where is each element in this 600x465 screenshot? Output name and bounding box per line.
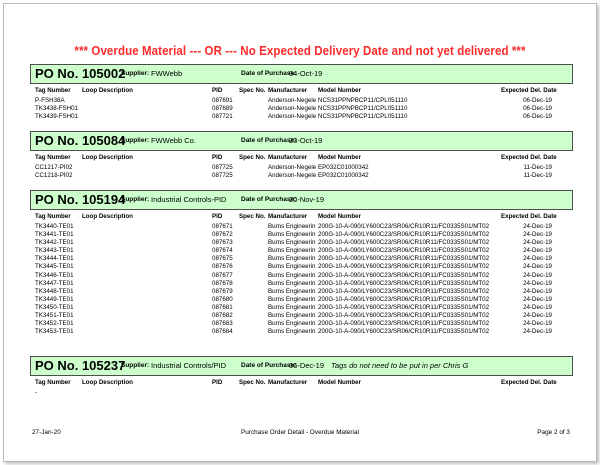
cell-model-number: 200G-10-A-090/LY600C23/SR06/CR10R11/FC0335S01/MT02	[318, 312, 490, 320]
table-row	[30, 239, 573, 247]
cell-expected-date: 24-Dec-19	[523, 247, 552, 255]
po-number: PO No. 105002	[35, 66, 126, 81]
cell-manufacturer: Burns Engineerin	[268, 328, 316, 336]
cell-tag-number: TK3453-TE01	[35, 328, 74, 336]
cell-manufacturer: Burns Engineerin	[268, 263, 316, 271]
table-row	[30, 320, 573, 328]
supplier-label: Supplier:	[121, 362, 150, 369]
cell-tag-number: TK3450-TE01	[35, 303, 74, 311]
cell-tag-number: TK3452-TE01	[35, 320, 74, 328]
col-loop-description: Loop Description	[82, 154, 133, 161]
cell-manufacturer: Burns Engineerin	[268, 279, 316, 287]
cell-model-number: 200G-10-A-090/LY600C23/SR06/CR10R11/FC0335S01/MT02	[318, 320, 490, 328]
po-header	[30, 131, 573, 151]
cell-expected-date: 24-Dec-19	[523, 231, 552, 239]
cell-model-number: EP032C01000342	[318, 172, 369, 180]
po-block	[30, 64, 573, 121]
po-rows	[30, 223, 573, 336]
table-row	[30, 296, 573, 304]
cell-manufacturer: Anderson-Negele	[268, 172, 317, 180]
cell-tag-number: TK3441-TE01	[35, 231, 74, 239]
cell-expected-date: 06-Dec-19	[523, 113, 552, 121]
cell-manufacturer: Burns Engineerin	[268, 312, 316, 320]
date-of-purchase-value: 06-Dec-19	[289, 361, 325, 370]
cell-model-number: 200G-10-A-090/LY600C23/SR06/CR10R11/FC0335S01/MT02	[318, 231, 490, 239]
col-spec-no: Spec No.	[239, 154, 266, 161]
po-rows	[30, 97, 573, 121]
cell-model-number: 200G-10-A-090/LY600C23/SR06/CR10R11/FC0335S01/MT02	[318, 263, 490, 271]
cell-expected-date: 24-Dec-19	[523, 279, 552, 287]
cell-expected-date: 24-Dec-19	[523, 255, 552, 263]
col-pid: PID	[212, 379, 223, 386]
col-spec-no: Spec No.	[239, 379, 266, 386]
col-model-number: Model Number	[318, 154, 361, 161]
col-expected-date: Expected Del. Date	[501, 213, 557, 220]
cell-expected-date: 24-Dec-19	[523, 239, 552, 247]
col-expected-date: Expected Del. Date	[501, 87, 557, 94]
cell-expected-date: 11-Dec-19	[523, 164, 552, 171]
cell-expected-date: 24-Dec-19	[523, 287, 552, 295]
cell-pid: 087677	[212, 271, 233, 279]
col-expected-date: Expected Del. Date	[501, 154, 557, 161]
column-headers	[30, 213, 573, 223]
col-model-number: Model Number	[318, 87, 361, 94]
report-page	[3, 3, 597, 462]
cell-tag-number: CC1218-PI02	[35, 172, 73, 180]
table-row	[30, 247, 573, 255]
col-expected-date: Expected Del. Date	[501, 379, 557, 386]
date-of-purchase-label: Date of Purchase:	[241, 196, 297, 203]
cell-tag-number: TK3443-TE01	[35, 247, 74, 255]
cell-expected-date: 24-Dec-19	[523, 263, 552, 271]
po-number: PO No. 105237	[35, 358, 126, 373]
table-row	[30, 231, 573, 239]
cell-manufacturer: Burns Engineerin	[268, 247, 316, 255]
cell-manufacturer: Anderson-Negele	[268, 105, 317, 113]
po-note: Tags do not need to be put in per Chris G	[331, 361, 469, 370]
supplier-label: Supplier:	[121, 137, 150, 144]
date-of-purchase-label: Date of Purchase:	[241, 137, 297, 144]
cell-pid: 087679	[212, 287, 233, 295]
empty-marker: -	[35, 389, 38, 396]
cell-tag-number: TK3438-FSH01	[35, 105, 78, 113]
cell-tag-number: TK3446-TE01	[35, 271, 74, 279]
cell-pid: 087721	[212, 113, 233, 121]
table-row	[30, 304, 573, 312]
cell-tag-number: CC1217-PI02	[35, 164, 73, 171]
cell-model-number: 200G-10-A-090/LY600C23/SR06/CR10R11/FC0335S01/MT02	[318, 255, 490, 263]
cell-pid: 087678	[212, 279, 233, 287]
po-number: PO No. 105194	[35, 192, 126, 207]
cell-manufacturer: Burns Engineerin	[268, 239, 316, 247]
cell-model-number: NCS31PPNPBCP11/CPL051110	[318, 97, 408, 104]
cell-expected-date: 06-Dec-19	[523, 97, 552, 104]
cell-expected-date: 24-Dec-19	[523, 312, 552, 320]
cell-expected-date: 06-Dec-19	[523, 105, 552, 113]
empty-row	[30, 389, 573, 397]
cell-model-number: NCS31PPNPBCP11/CPL051110	[318, 113, 408, 121]
cell-model-number: 200G-10-A-090/LY600C23/SR06/CR10R11/FC0335S01/MT02	[318, 247, 490, 255]
col-model-number: Model Number	[318, 213, 361, 220]
cell-model-number: 200G-10-A-090/LY600C23/SR06/CR10R11/FC0335S01/MT02	[318, 287, 490, 295]
cell-tag-number: TK3442-TE01	[35, 239, 74, 247]
po-header	[30, 356, 573, 376]
supplier-value: FWWebb	[151, 69, 183, 78]
cell-tag-number: TK3440-TE01	[35, 223, 74, 230]
column-headers	[30, 379, 573, 389]
cell-tag-number: TK3447-TE01	[35, 279, 74, 287]
col-tag-number: Tag Number	[35, 87, 71, 94]
cell-tag-number: TK3439-FSH01	[35, 113, 78, 121]
cell-expected-date: 11-Dec-19	[523, 172, 552, 180]
cell-manufacturer: Burns Engineerin	[268, 231, 316, 239]
date-of-purchase-value: 23-Oct-19	[289, 136, 323, 145]
cell-pid: 087671	[212, 223, 233, 230]
cell-model-number: 200G-10-A-090/LY600C23/SR06/CR10R11/FC0335S01/MT02	[318, 239, 490, 247]
table-row	[30, 263, 573, 271]
supplier-value: Industrial Controls/PID	[151, 361, 227, 370]
page-footer	[4, 429, 596, 439]
table-row	[30, 172, 573, 180]
cell-manufacturer: Burns Engineerin	[268, 287, 316, 295]
cell-manufacturer: Anderson-Negele	[268, 113, 317, 121]
cell-manufacturer: Burns Engineerin	[268, 303, 316, 311]
col-loop-description: Loop Description	[82, 379, 133, 386]
cell-manufacturer: Burns Engineerin	[268, 255, 316, 263]
cell-expected-date: 24-Dec-19	[523, 320, 552, 328]
cell-manufacturer: Burns Engineerin	[268, 271, 316, 279]
column-headers	[30, 154, 573, 164]
table-row	[30, 164, 573, 172]
footer-date: 27-Jan-20	[32, 429, 61, 436]
cell-expected-date: 24-Dec-19	[523, 303, 552, 311]
cell-pid: 087691	[212, 97, 233, 104]
supplier-label: Supplier:	[121, 70, 150, 77]
table-row	[30, 312, 573, 320]
cell-model-number: 200G-10-A-090/LY600C23/SR06/CR10R11/FC0335S01/MT02	[318, 279, 490, 287]
table-row	[30, 113, 573, 121]
cell-model-number: 200G-10-A-090/LY600C23/SR06/CR10R11/FC0335S01/MT02	[318, 303, 490, 311]
cell-pid: 087675	[212, 255, 233, 263]
col-tag-number: Tag Number	[35, 154, 71, 161]
col-manufacturer: Manufacturer	[268, 154, 308, 161]
po-block	[30, 190, 573, 336]
col-pid: PID	[212, 87, 223, 94]
table-row	[30, 328, 573, 336]
date-of-purchase-label: Date of Purchase:	[241, 362, 297, 369]
cell-model-number: EP032C01000342	[318, 164, 369, 171]
table-row	[30, 280, 573, 288]
table-row	[30, 97, 573, 105]
cell-pid: 087680	[212, 295, 233, 303]
table-row	[30, 223, 573, 231]
cell-tag-number: TK3444-TE01	[35, 255, 74, 263]
cell-pid: 087674	[212, 247, 233, 255]
po-block	[30, 131, 573, 180]
cell-manufacturer: Burns Engineerin	[268, 320, 316, 328]
cell-pid: 087673	[212, 239, 233, 247]
cell-pid: 087684	[212, 328, 233, 336]
col-spec-no: Spec No.	[239, 87, 266, 94]
cell-expected-date: 24-Dec-19	[523, 328, 552, 336]
po-block	[30, 356, 573, 397]
footer-title: Purchase Order Detail - Overdue Material	[241, 429, 359, 436]
table-row	[30, 288, 573, 296]
cell-pid: 087725	[212, 172, 233, 180]
cell-expected-date: 24-Dec-19	[523, 223, 552, 230]
col-manufacturer: Manufacturer	[268, 87, 308, 94]
date-of-purchase-value: 20-Nov-19	[289, 195, 325, 204]
cell-manufacturer: Burns Engineerin	[268, 295, 316, 303]
table-row	[30, 105, 573, 113]
cell-pid: 087689	[212, 105, 233, 113]
cell-pid: 087682	[212, 312, 233, 320]
po-rows	[30, 164, 573, 180]
cell-expected-date: 24-Dec-19	[523, 271, 552, 279]
cell-pid: 087683	[212, 320, 233, 328]
cell-tag-number: TK3451-TE01	[35, 312, 74, 320]
supplier-value: FWWebb Co.	[151, 136, 196, 145]
po-header	[30, 190, 573, 210]
table-row	[30, 272, 573, 280]
cell-expected-date: 24-Dec-19	[523, 295, 552, 303]
cell-manufacturer: Anderson-Negele	[268, 164, 317, 171]
po-number: PO No. 105084	[35, 133, 126, 148]
col-model-number: Model Number	[318, 379, 361, 386]
cell-model-number: 200G-10-A-090/LY600C23/SR06/CR10R11/FC0335S01/MT02	[318, 295, 490, 303]
footer-page-number: Page 2 of 3	[537, 429, 570, 436]
report-banner: *** Overdue Material --- OR --- No Expected Delivery Date and not yet delivered ***	[74, 44, 526, 58]
cell-pid: 087725	[212, 164, 233, 171]
cell-tag-number: P-FSH38A	[35, 97, 65, 104]
col-tag-number: Tag Number	[35, 213, 71, 220]
col-manufacturer: Manufacturer	[268, 213, 308, 220]
cell-pid: 087676	[212, 263, 233, 271]
table-row	[30, 255, 573, 263]
cell-pid: 087672	[212, 231, 233, 239]
cell-pid: 087681	[212, 303, 233, 311]
po-header	[30, 64, 573, 84]
date-of-purchase-value: 04-Oct-19	[289, 69, 323, 78]
col-pid: PID	[212, 154, 223, 161]
column-headers	[30, 87, 573, 97]
col-pid: PID	[212, 213, 223, 220]
supplier-value: Industrial Controls-PID	[151, 195, 227, 204]
col-tag-number: Tag Number	[35, 379, 71, 386]
col-loop-description: Loop Description	[82, 87, 133, 94]
cell-manufacturer: Anderson-Negele	[268, 97, 317, 104]
cell-tag-number: TK3445-TE01	[35, 263, 74, 271]
col-loop-description: Loop Description	[82, 213, 133, 220]
col-manufacturer: Manufacturer	[268, 379, 308, 386]
cell-model-number: 200G-10-A-090/LY600C23/SR06/CR10R11/FC0335S01/MT02	[318, 271, 490, 279]
cell-manufacturer: Burns Engineerin	[268, 223, 316, 230]
col-spec-no: Spec No.	[239, 213, 266, 220]
supplier-label: Supplier:	[121, 196, 150, 203]
cell-model-number: NCS31PPNPBCP11/CPL051110	[318, 105, 408, 113]
cell-tag-number: TK3449-TE01	[35, 295, 74, 303]
date-of-purchase-label: Date of Purchase:	[241, 70, 297, 77]
cell-model-number: 200G-10-A-090/LY600C23/SR06/CR10R11/FC0335S01/MT02	[318, 328, 490, 336]
cell-model-number: 200G-10-A-090/LY600C23/SR06/CR10R11/FC0335S01/MT02	[318, 223, 490, 230]
cell-tag-number: TK3448-TE01	[35, 287, 74, 295]
